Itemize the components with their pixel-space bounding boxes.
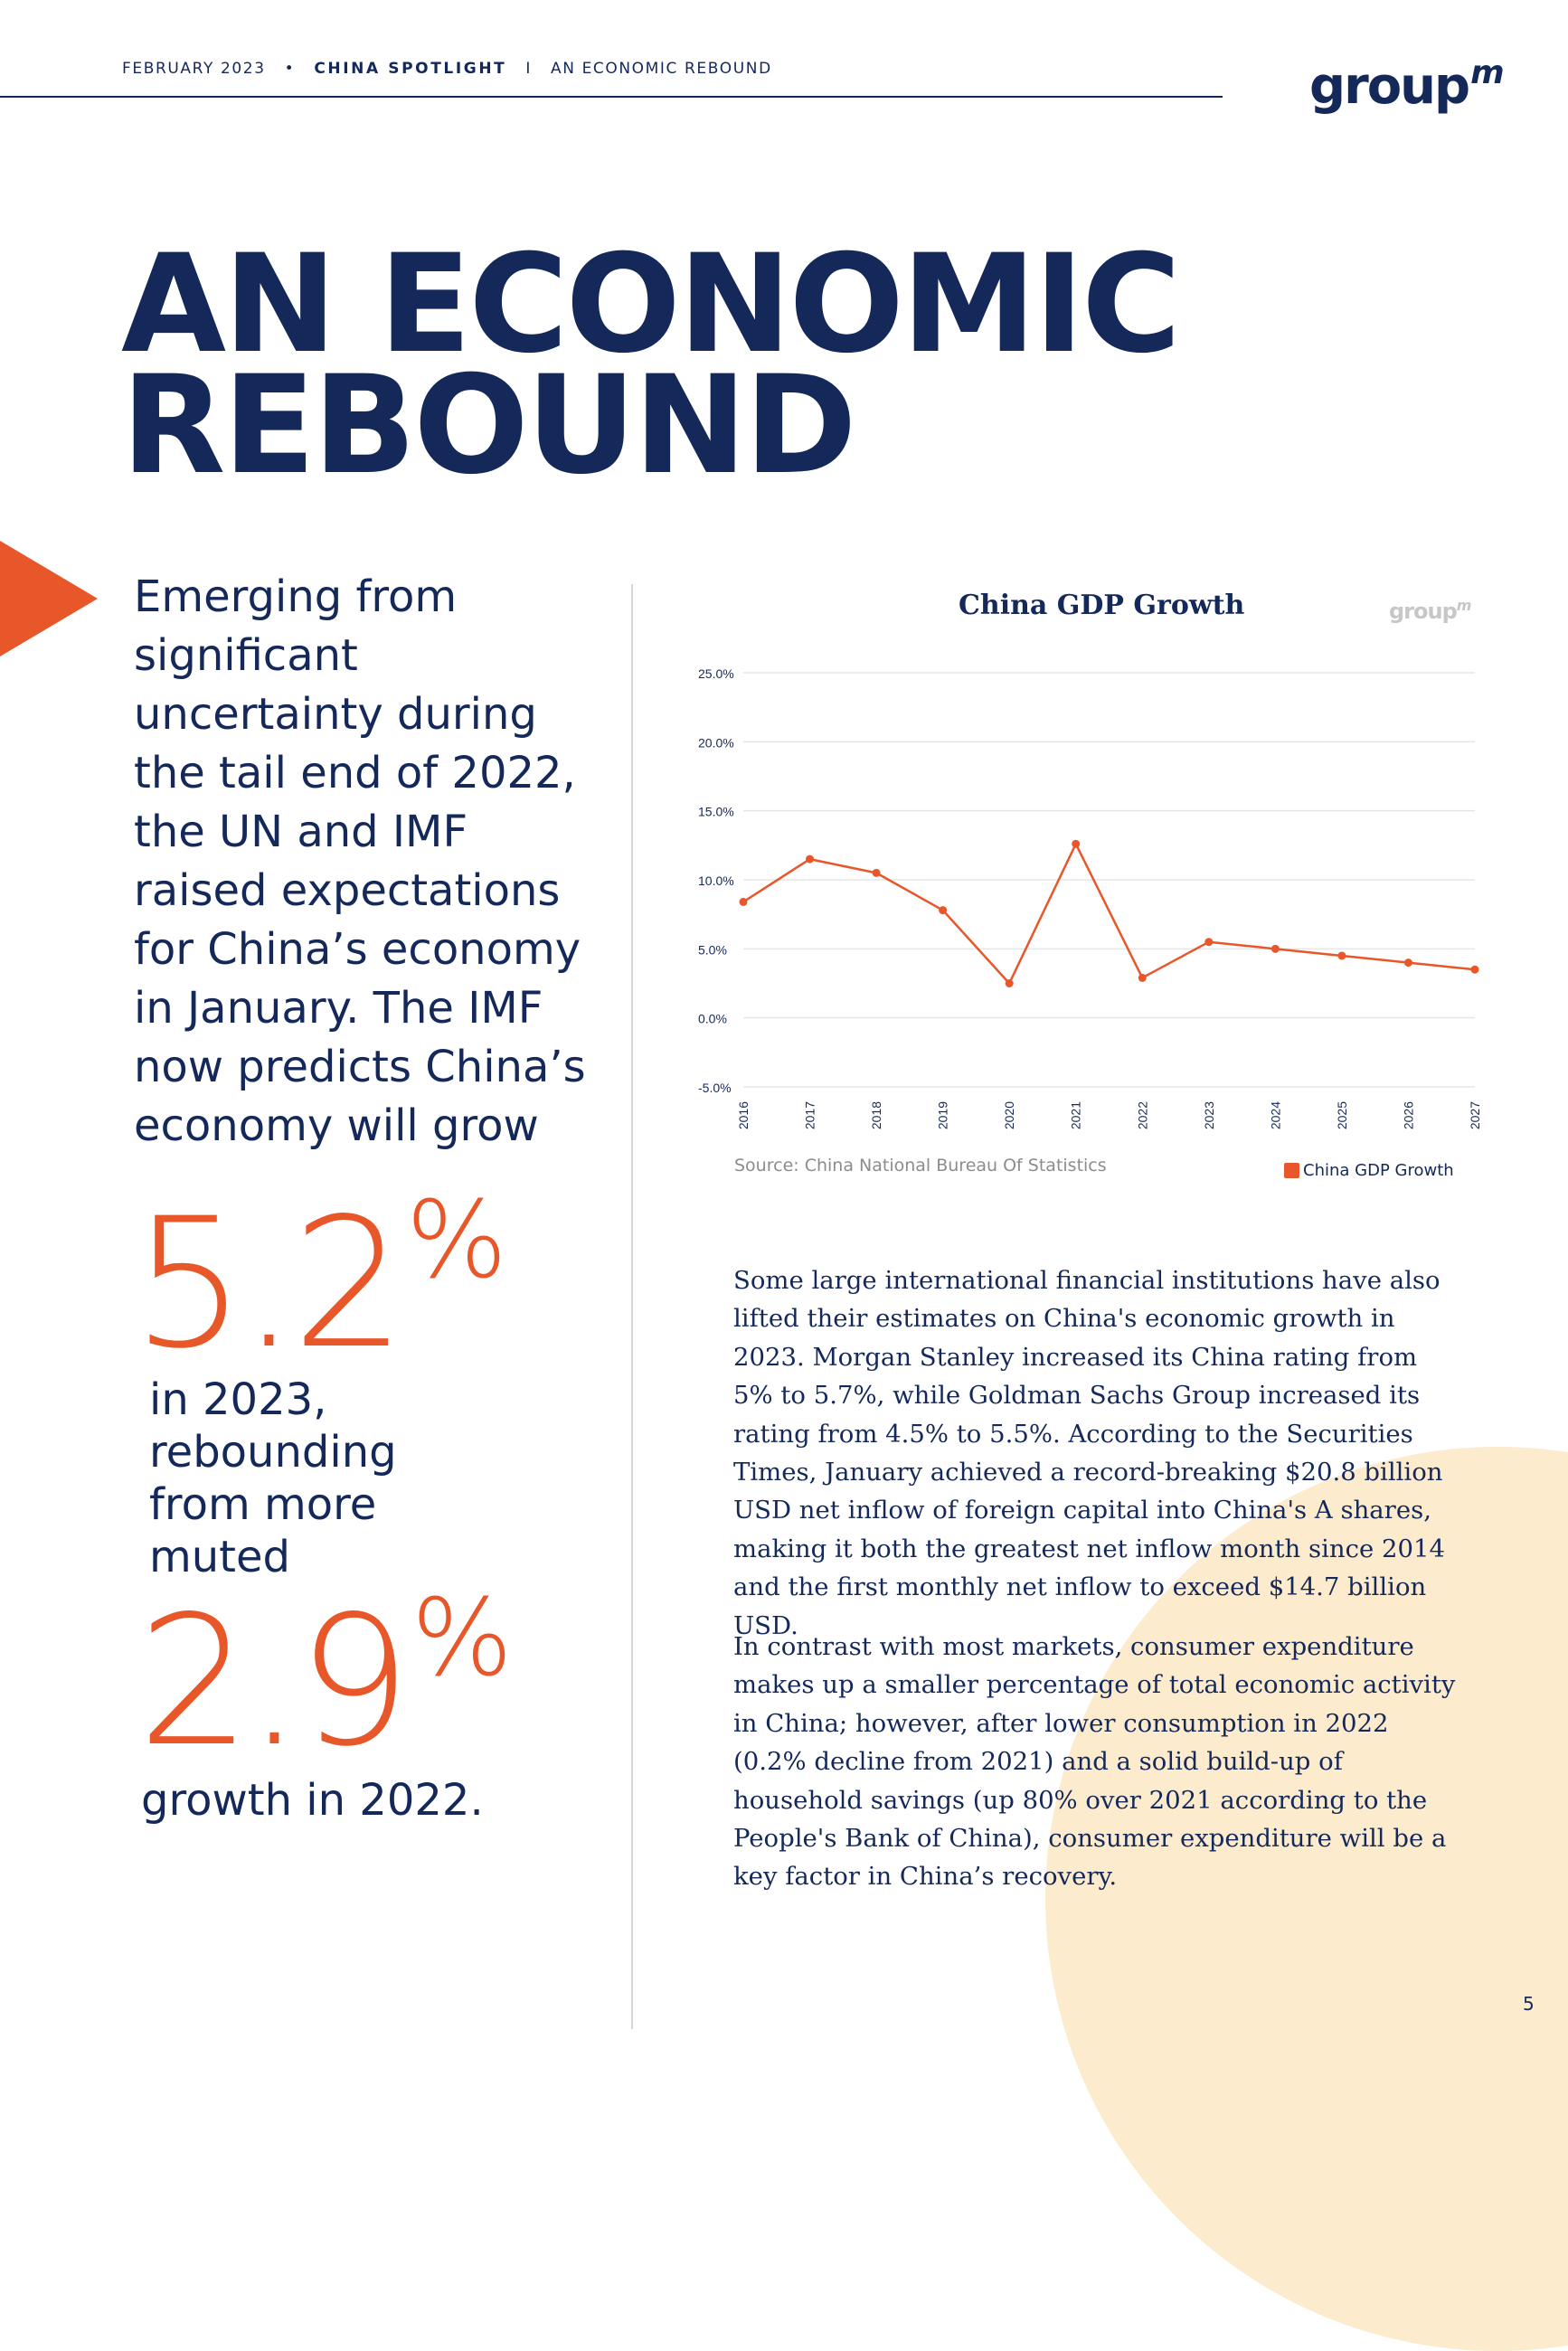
logo-base: group	[1309, 57, 1469, 116]
chart-source: Source: China National Bureau Of Statistics	[734, 1156, 1107, 1176]
chart-watermark-logo	[1389, 597, 1470, 624]
series-line	[743, 844, 1475, 983]
y-tick-label: 10.0%	[698, 873, 734, 888]
stat-2023-growth	[132, 1177, 508, 1388]
data-point	[1204, 938, 1213, 946]
header-section: CHINA SPOTLIGHT	[314, 60, 507, 78]
header-divider: I	[525, 60, 532, 78]
y-tick-label: 5.0%	[698, 942, 727, 958]
chart-legend	[1284, 1161, 1454, 1180]
intro-text: Emerging from significant uncertainty during the tail end of 2022, the UN and IMF raised expectations for China’s economy in January. The IMF now predicts China’s economy will grow	[134, 571, 586, 1151]
legend-label: China GDP Growth	[1303, 1161, 1454, 1180]
groupm-logo	[1309, 54, 1503, 116]
stat-2023-unit: %	[405, 1177, 508, 1302]
data-point	[1072, 840, 1080, 848]
y-tick-label: 15.0%	[698, 804, 734, 819]
chart-title: China GDP Growth	[959, 590, 1245, 621]
x-tick-label: 2026	[1401, 1101, 1416, 1130]
x-tick-label: 2020	[1002, 1101, 1017, 1130]
x-tick-label: 2021	[1068, 1101, 1083, 1130]
stat-2023-value: 5.2	[132, 1179, 401, 1388]
header-breadcrumb	[122, 60, 772, 78]
y-tick-label: 0.0%	[698, 1011, 727, 1026]
data-point	[873, 869, 881, 877]
data-point	[1337, 951, 1346, 959]
y-tick-label: -5.0%	[698, 1081, 732, 1095]
x-tick-label: 2017	[802, 1101, 817, 1130]
stat-2022-unit: %	[411, 1575, 514, 1700]
x-tick-label: 2016	[736, 1101, 751, 1130]
data-point	[740, 898, 748, 906]
x-tick-label: 2019	[935, 1101, 950, 1130]
data-point	[806, 855, 814, 864]
data-point	[1471, 966, 1479, 974]
x-tick-label: 2025	[1334, 1101, 1349, 1130]
x-tick-label: 2027	[1468, 1101, 1482, 1130]
x-tick-label: 2018	[869, 1101, 884, 1130]
stat-2022-growth	[137, 1575, 514, 1786]
body-paragraph-1: Some large international financial institutions have also lifted their estimates on China's economic growth in 2023. Morgan Stanley increased its China rating from 5% to 5.7%, while Goldman Sachs Group increased its rating from 4.5% to 5.5%. According to the Securities Times, January achieved a record-breaking $20.8 billion USD net inflow of foreign capital into China's A shares, making it both the greatest net inflow month since 2014 and the first monthly net inflow to exceed $14.7 billion USD.	[733, 1266, 1445, 1640]
data-point	[939, 906, 947, 914]
data-point	[1006, 979, 1014, 987]
triangle-arrow-icon	[0, 541, 98, 656]
stat-mid-text: in 2023, rebounding from more muted	[149, 1374, 397, 1582]
title-line-1: AN ECONOMIC	[121, 226, 1179, 383]
header-topic: AN ECONOMIC REBOUND	[551, 60, 772, 78]
page-number: 5	[1523, 1993, 1535, 2015]
y-tick-label: 20.0%	[698, 735, 734, 751]
y-tick-label: 25.0%	[698, 666, 734, 681]
data-point	[1271, 945, 1280, 953]
data-point	[1138, 974, 1147, 982]
page-title	[121, 226, 1179, 505]
chart-logo-base: group	[1389, 599, 1457, 624]
x-tick-label: 2022	[1135, 1101, 1150, 1130]
header-rule	[0, 96, 1223, 98]
stat-2022-value: 2.9	[137, 1577, 406, 1786]
body-paragraph-2: In contrast with most markets, consumer expenditure makes up a smaller percentage of total economic activity in China; however, after lower consumption in 2022 (0.2% decline from 2021) and a solid build-up of household savings (up 80% over 2021 according to the People's Bank of China), consumer expenditure will be a key factor in China’s recovery.	[733, 1632, 1456, 1892]
chart-logo-sup: m	[1456, 597, 1471, 614]
logo-sup: m	[1470, 54, 1503, 91]
title-line-2: REBOUND	[121, 347, 855, 505]
header-bullet: •	[284, 60, 296, 78]
x-tick-label: 2023	[1201, 1101, 1216, 1130]
stat-end-text: growth in 2022.	[141, 1775, 484, 1826]
x-tick-label: 2024	[1268, 1101, 1283, 1130]
legend-swatch	[1284, 1163, 1299, 1178]
gdp-line-chart	[687, 651, 1501, 1139]
column-divider	[631, 584, 633, 2029]
data-point	[1404, 958, 1412, 967]
header-date: FEBRUARY 2023	[122, 60, 266, 78]
